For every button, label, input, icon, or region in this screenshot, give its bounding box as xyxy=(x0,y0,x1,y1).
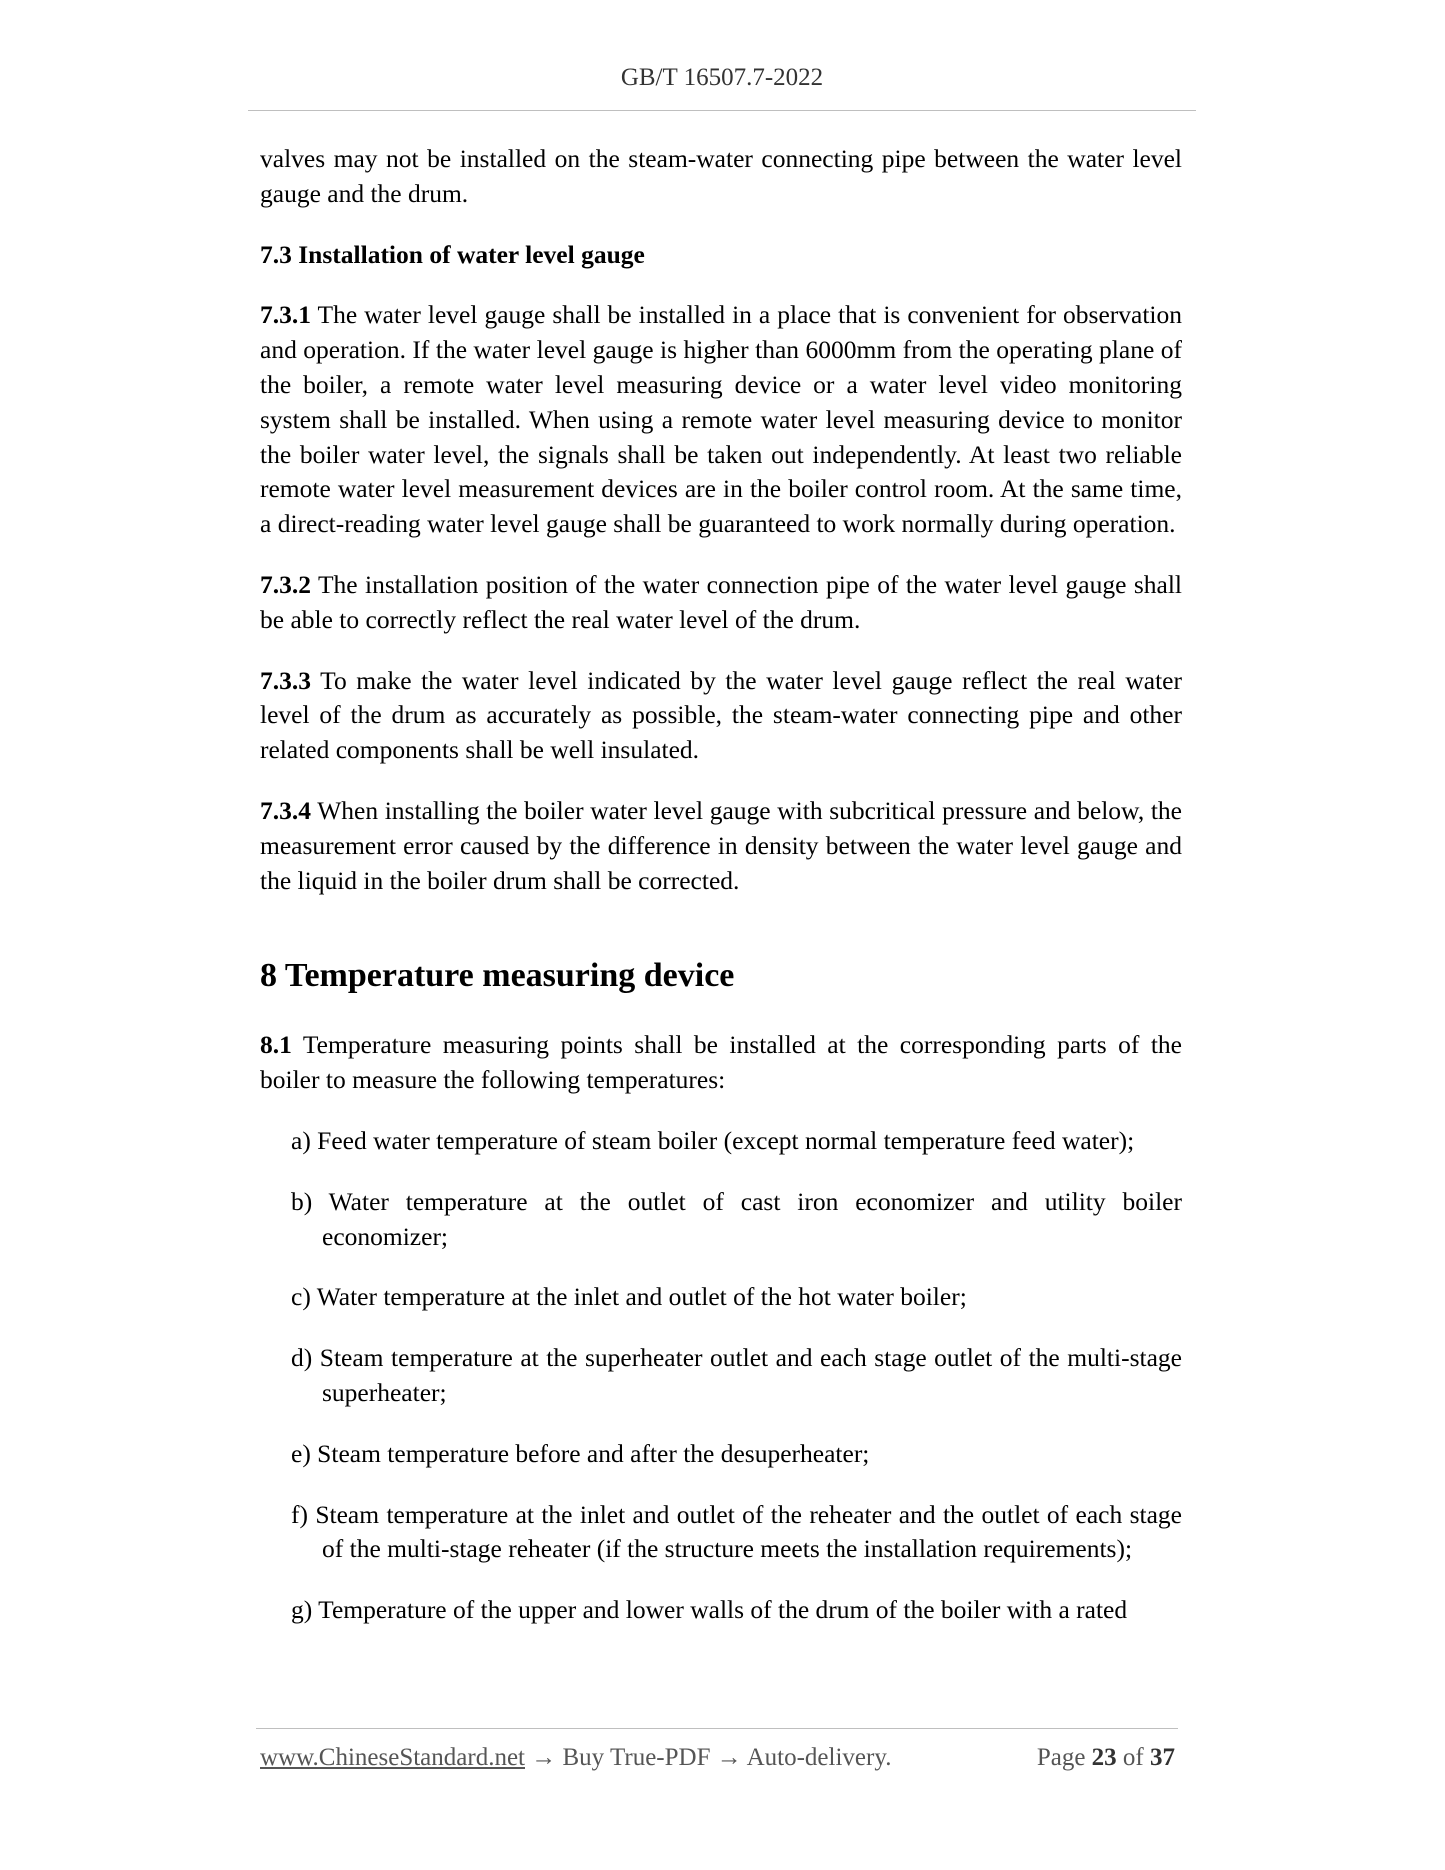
header-divider xyxy=(248,110,1196,111)
page-content xyxy=(260,142,1182,1654)
clause-text: The installation position of the water connection pipe of the water level gauge shall be able to correctly reflect the real water level of the drum. xyxy=(260,569,1182,634)
page-number: 23 xyxy=(1091,1744,1117,1771)
clause-text: To make the water level indicated by the water level gauge reflect the real water level of the drum as accurately as possible, the steam-water connecting pipe and other related components shall be well insulated. xyxy=(260,665,1182,765)
clause-7-3-4 xyxy=(260,794,1182,898)
clause-number: 7.3.3 xyxy=(260,665,311,695)
clause-7-3-2 xyxy=(260,568,1182,638)
list-item: a) Feed water temperature of steam boiler (except normal temperature feed water); xyxy=(291,1125,1135,1155)
total-pages: 37 xyxy=(1150,1744,1175,1771)
clause-7-3-3 xyxy=(260,664,1182,768)
clause-number: 7.3.2 xyxy=(260,569,311,599)
clause-7-3-1 xyxy=(260,298,1182,542)
clause-number: 7.3.1 xyxy=(260,300,311,330)
list-item: c) Water temperature at the inlet and outlet of the hot water boiler; xyxy=(291,1282,967,1312)
paragraph-continuation: valves may not be installed on the steam-water connecting pipe between the water level gauge and the drum. xyxy=(260,144,1182,208)
clause-number: 7.3.4 xyxy=(260,795,311,825)
buy-pdf-text: Buy True-PDF xyxy=(562,1744,711,1771)
section-7-3-heading: 7.3 Installation of water level gauge xyxy=(260,239,645,269)
list-item: g) Temperature of the upper and lower walls of the drum of the boiler with a rated xyxy=(291,1595,1128,1625)
footer-divider xyxy=(256,1728,1178,1729)
arrow-icon: → xyxy=(716,1744,742,1771)
auto-delivery-text: Auto-delivery. xyxy=(746,1744,892,1771)
page-footer xyxy=(260,1744,1175,1772)
document-id-header: GB/T 16507.7-2022 xyxy=(620,64,824,91)
list-item: f) Steam temperature at the inlet and outlet of the reheater and the outlet of each stage of the multi-stage reheater (if the structure meets the installation requirements); xyxy=(291,1499,1182,1564)
clause-text: The water level gauge shall be installed in a place that is convenient for observation and operation. If the water level gauge is higher than 6000mm from the operating plane of the boiler, a remote water level measuring device or a water level video monitoring system shall be installed. When using a remote water level measuring device to monitor the boiler water level, the signals shall be taken out independently. At least two reliable remote water level measurement devices are in the boiler control room. At the same time, a direct-reading water level gauge shall be guaranteed to work normally during operation. xyxy=(260,300,1182,539)
clause-8-1 xyxy=(260,1028,1182,1098)
list-item: d) Steam temperature at the superheater outlet and each stage outlet of the multi-stage superheater; xyxy=(291,1343,1182,1407)
website-link[interactable]: www.ChineseStandard.net xyxy=(260,1744,525,1771)
page-counter xyxy=(1037,1744,1175,1772)
clause-number: 8.1 xyxy=(260,1030,292,1060)
chapter-8-heading: 8 Temperature measuring device xyxy=(260,957,735,995)
list-item: e) Steam temperature before and after the desuperheater; xyxy=(291,1438,870,1468)
clause-text: Temperature measuring points shall be installed at the corresponding parts of the boiler to measure the following temperatures: xyxy=(260,1030,1182,1095)
clause-text: When installing the boiler water level gauge with subcritical pressure and below, the measurement error caused by the difference in density between the water level gauge and the liquid in the boiler drum shall be corrected. xyxy=(260,795,1182,895)
page-label: Page xyxy=(1036,1744,1086,1771)
of-label: of xyxy=(1122,1744,1144,1771)
footer-links xyxy=(260,1744,891,1771)
list-item: b) Water temperature at the outlet of cast iron economizer and utility boiler economizer; xyxy=(291,1186,1182,1251)
arrow-icon: → xyxy=(531,1744,557,1771)
